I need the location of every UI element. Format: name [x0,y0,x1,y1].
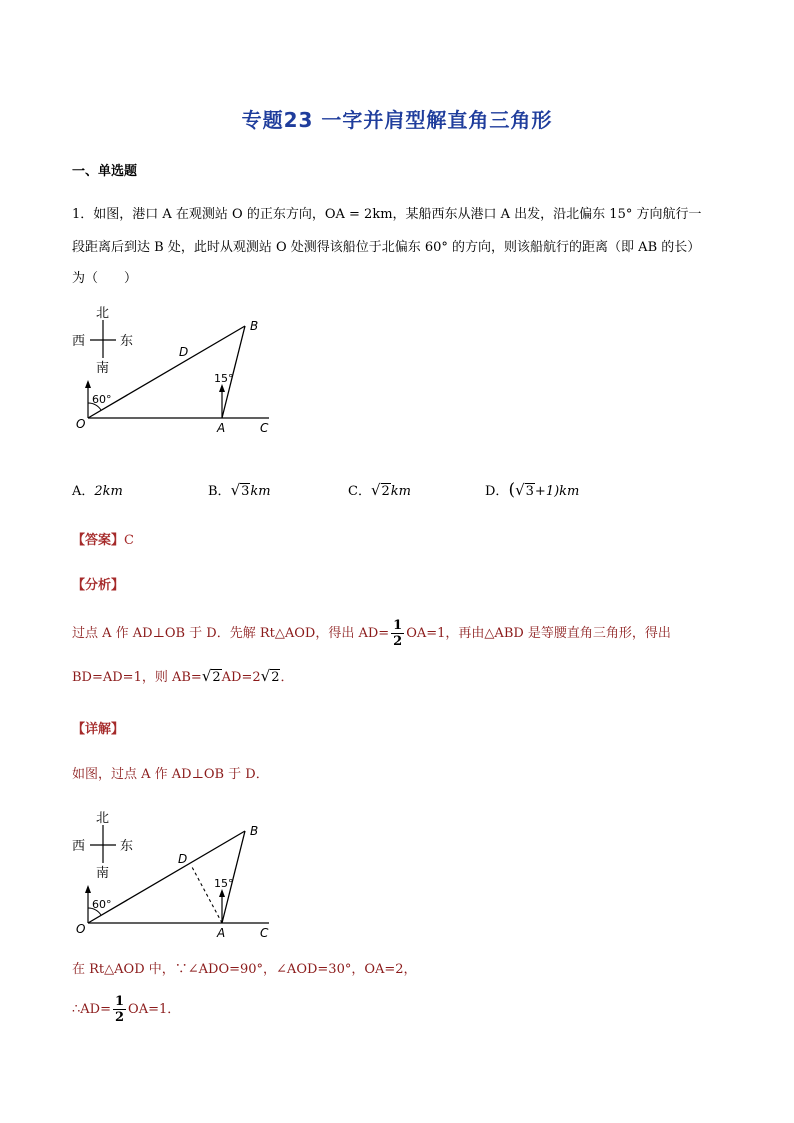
compass-rose-2 [72,811,133,881]
point-o: O [76,417,86,431]
page-title: 专题23 一字并肩型解直角三角形 [241,108,553,132]
point-a-2: A [217,926,226,940]
answer-block [72,529,134,548]
option-d[interactable]: D．(√3+1)km [485,480,580,500]
detail-text-3a: ∴AD= [72,1002,111,1017]
question-line-3: 为（ ） [72,271,138,286]
compass-south-2: 南 [96,866,110,881]
detail-label: 【详解】 [72,722,125,737]
answer-value: C [124,533,134,548]
analysis-text-2a: BD=AD=1，则 AB= [72,670,202,685]
option-a[interactable] [72,480,123,499]
option-c[interactable]: C．√2km [348,481,412,499]
angle-15-label-2: 15° [214,877,234,890]
option-d-label: D． [485,484,509,499]
compass-north: 北 [96,306,110,321]
angle-60-label-2: 60° [92,898,112,911]
option-c-unit: km [390,484,412,499]
option-c-radicand: 2 [381,484,390,499]
option-a-label: A． [72,484,95,499]
section-heading: 一、单选题 [72,164,138,179]
point-b-2: B [250,824,259,838]
option-d-open: ( [508,480,516,500]
detail-line-2: 在 Rt△AOD 中，∵∠ADO=90°，∠AOD=30°，OA=2， [72,962,417,977]
analysis-radicand-2: 2 [271,670,280,685]
compass-rose [72,306,133,376]
analysis-line-1 [72,618,671,649]
analysis-text-1b: OA=1，再由△ABD 是等腰直角三角形，得出 [406,626,671,641]
fraction-half: $\frac{1}{2}$ [393,618,403,649]
figure-2 [64,805,284,945]
option-b-label: B． [208,484,231,499]
point-d-2: D [178,852,188,866]
option-b-radicand: 3 [241,484,250,499]
compass-west-2: 西 [72,839,86,854]
analysis-label: 【分析】 [72,578,125,593]
figure-1 [64,300,284,440]
analysis-text-2c: ． [280,670,294,685]
detail-line-1: 如图，过点 A 作 AD⊥OB 于 D． [72,767,269,782]
answer-label: 【答案】 [72,533,125,548]
compass-west: 西 [72,334,86,349]
compass-east-2: 东 [120,839,134,854]
point-c-2: C [260,926,269,940]
detail-text-3b: OA=1． [128,1002,181,1017]
point-c: C [260,421,269,435]
compass-south: 南 [96,361,110,376]
analysis-text-2b: AD=2 [221,670,261,685]
analysis-text-1a: 过点 A 作 AD⊥OB 于 D．先解 Rt△AOD，得出 AD= [72,626,390,641]
option-d-unit: +1)km [534,484,580,499]
compass-east: 东 [120,334,134,349]
dashed-ad [192,867,222,923]
analysis-line-2: BD=AD=1，则 AB=√2AD=2√2． [72,667,294,685]
option-b-unit: km [250,484,271,499]
option-c-label: C． [348,484,371,499]
point-o-2: O [76,922,86,936]
point-b: B [250,319,259,333]
analysis-radicand-1: 2 [212,670,221,685]
question-line-2: 段距离后到达 B 处，此时从观测站 O 处测得该船位于北偏东 60° 的方向，则该船航行的距离（即 AB 的长） [72,240,701,255]
point-a: A [217,421,226,435]
option-d-radicand: 3 [525,484,534,499]
angle-60-label: 60° [92,393,112,406]
compass-north-2: 北 [96,811,110,826]
option-a-value: 2km [94,484,123,499]
detail-line-3 [72,994,180,1025]
angle-15-label: 15° [214,372,234,385]
question-line-1: 1．如图，港口 A 在观测站 O 的正东方向，OA = 2km，某船西东从港口 A 出发，沿北偏东 15° 方向航行一 [72,207,702,222]
option-b[interactable]: B．√3km [208,481,271,499]
fraction-half-2: $\frac{1}{2}$ [114,994,125,1025]
point-d: D [179,345,189,359]
